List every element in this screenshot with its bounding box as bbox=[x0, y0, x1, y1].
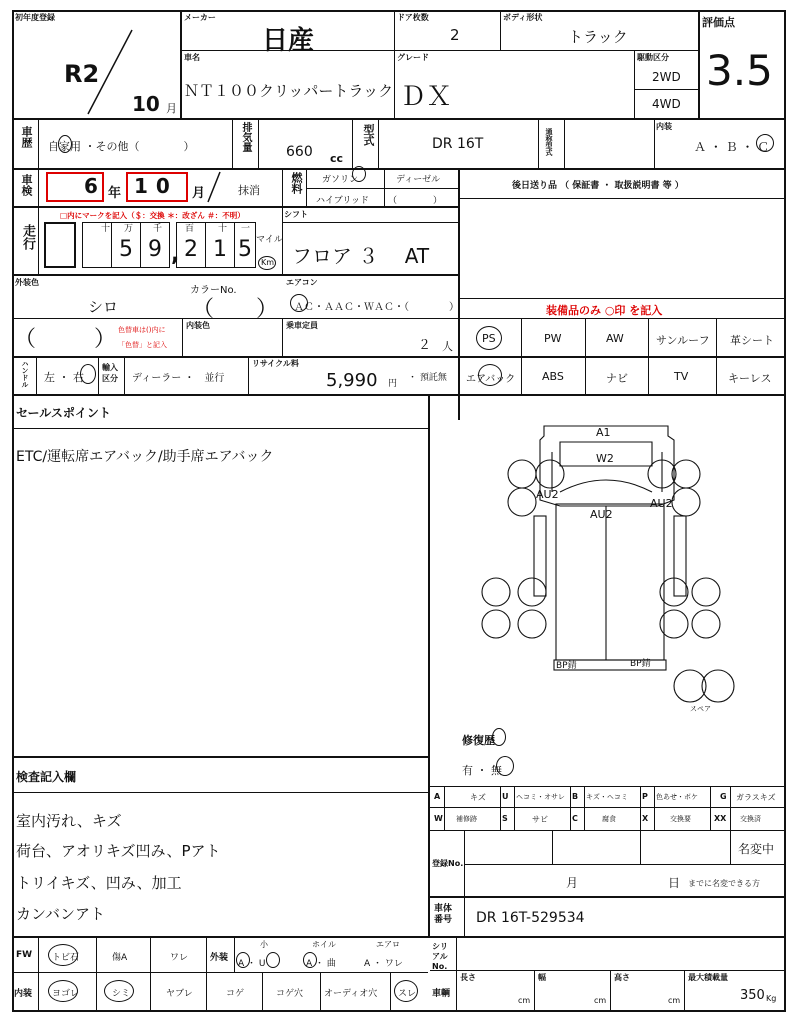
odo-head: 百 bbox=[185, 224, 195, 234]
interior-circle bbox=[394, 980, 418, 1002]
rule bbox=[654, 787, 655, 830]
legend-desc: 補修跡 bbox=[456, 815, 477, 823]
common-model-label: 通称型式 bbox=[545, 128, 553, 156]
rule bbox=[182, 318, 183, 356]
doors-label: ドア枚数 bbox=[397, 13, 429, 22]
dmg-au2-center: AU2 bbox=[590, 508, 613, 521]
legend-code: P bbox=[642, 792, 648, 801]
fuel-label: 燃料 bbox=[290, 172, 303, 194]
mileage-km: Km bbox=[261, 258, 275, 267]
reg-note: までに名変できる方 bbox=[688, 879, 760, 888]
mileage-mark-box bbox=[44, 222, 76, 268]
recycle-value: 5,990 bbox=[326, 370, 378, 391]
equip-navi[interactable]: ナビ bbox=[606, 372, 628, 385]
fuel-diesel: ディーゼル bbox=[396, 175, 441, 185]
legend-code: B bbox=[572, 792, 579, 801]
drive-2wd: 2WD bbox=[652, 70, 681, 84]
displacement-label: 排気量 bbox=[240, 122, 251, 152]
dmg-a1: A1 bbox=[596, 426, 611, 439]
score-value: 3.5 bbox=[706, 46, 773, 95]
interior-circle bbox=[48, 980, 78, 1002]
inspection-label: 車検 bbox=[20, 174, 33, 196]
legend-code: C bbox=[572, 814, 578, 823]
paint-change-paren-left: （ bbox=[14, 327, 37, 352]
rule bbox=[684, 970, 685, 1010]
length-label: 長さ bbox=[460, 973, 476, 982]
rule bbox=[444, 787, 445, 830]
mileage-label: 走行 bbox=[20, 224, 35, 250]
capacity-label: 乗車定員 bbox=[286, 321, 318, 330]
handle-circle bbox=[80, 364, 96, 384]
sales-title: セールスポイント bbox=[16, 406, 111, 420]
rule bbox=[538, 120, 539, 168]
doors-value: 2 bbox=[450, 26, 460, 44]
rule bbox=[38, 938, 39, 1010]
wheel-label: ホイル bbox=[312, 940, 336, 949]
rule bbox=[460, 198, 786, 199]
first-reg-month-unit: 月 bbox=[166, 102, 177, 115]
rule bbox=[430, 896, 786, 898]
rule bbox=[306, 188, 458, 189]
rule bbox=[352, 120, 353, 168]
import-value: ディーラー ・ 並行 bbox=[132, 373, 225, 384]
equip-abs[interactable]: ABS bbox=[542, 370, 564, 383]
rule bbox=[232, 120, 233, 168]
legend-desc: 交換要 bbox=[670, 815, 691, 823]
rule bbox=[320, 972, 321, 1010]
odo-cell bbox=[205, 222, 235, 268]
rule bbox=[430, 830, 786, 831]
rule bbox=[182, 50, 698, 51]
rule bbox=[150, 938, 151, 1010]
odo-head: 一 bbox=[241, 224, 251, 234]
repair-label: 修復歴 bbox=[462, 734, 495, 747]
legend-desc: キズ bbox=[470, 793, 486, 802]
registration-label: 登録No. bbox=[432, 859, 464, 868]
odo-digit: 5 bbox=[119, 237, 133, 262]
rule bbox=[464, 864, 786, 865]
rule bbox=[12, 428, 428, 429]
rule bbox=[464, 898, 465, 938]
fw-item: 傷A bbox=[112, 953, 128, 963]
drive-4wd: 4WD bbox=[652, 97, 681, 111]
legend-code: U bbox=[502, 792, 509, 801]
model-value: DR 16T bbox=[432, 136, 484, 152]
payload-value: 350 bbox=[740, 988, 765, 1003]
rule bbox=[12, 118, 786, 120]
width-unit: cm bbox=[594, 996, 607, 1005]
odo-head: 千 bbox=[153, 224, 163, 234]
rule bbox=[710, 787, 711, 830]
rule bbox=[430, 807, 786, 808]
rule bbox=[96, 938, 97, 1010]
rule bbox=[394, 10, 395, 118]
rule bbox=[258, 120, 259, 168]
interior-item: ヨゴレ bbox=[52, 989, 80, 999]
legend-code: G bbox=[720, 792, 727, 801]
rule bbox=[460, 298, 786, 299]
legend-desc: サビ bbox=[532, 815, 548, 824]
interior-color-label: 内装色 bbox=[186, 321, 210, 330]
interior-item: スレ bbox=[398, 989, 417, 999]
dmg-w2: W2 bbox=[596, 452, 614, 465]
ac-label: エアコン bbox=[286, 278, 318, 287]
vehicle-damage-diagram bbox=[430, 396, 784, 726]
fw-circle bbox=[48, 944, 78, 966]
legend-code: X bbox=[642, 814, 649, 823]
odo-digit: 5 bbox=[238, 237, 252, 262]
interior-item: コゲ穴 bbox=[276, 989, 304, 999]
legend-desc: ヘコミ・オサレ bbox=[516, 793, 565, 801]
legend-code: S bbox=[502, 814, 508, 823]
small-value: A ・ U bbox=[238, 959, 266, 969]
rule bbox=[282, 318, 283, 356]
rule bbox=[38, 120, 39, 168]
serial-label: シリアルNo. bbox=[432, 942, 448, 971]
dims-label: 車輌 bbox=[432, 989, 451, 999]
insp-year-unit: 年 bbox=[108, 186, 122, 201]
rule bbox=[730, 787, 731, 830]
repair-value: 有 ・ 無 bbox=[462, 764, 502, 777]
rule bbox=[12, 972, 428, 973]
fw-label: FW bbox=[16, 950, 33, 960]
rule bbox=[464, 830, 465, 896]
sales-text: ETC/運転席エアバック/助手席エアバック bbox=[16, 449, 274, 465]
legend-desc: キズ・ヘコミ bbox=[586, 793, 628, 801]
odo-comma: , bbox=[171, 242, 180, 267]
legend-code: W bbox=[434, 814, 443, 823]
capacity-value: ２ bbox=[418, 338, 432, 353]
dmg-bp-left: BP錆 bbox=[556, 661, 577, 671]
interior-label: 内装 bbox=[14, 989, 33, 999]
fw-item: トビ石 bbox=[52, 953, 80, 963]
equip-ps-circle bbox=[476, 326, 502, 350]
rule bbox=[460, 318, 786, 319]
equip-airbag[interactable]: エアバック bbox=[466, 374, 516, 385]
inspection-line: トリイキズ、凹み、加工 bbox=[16, 874, 182, 892]
length-unit: cm bbox=[518, 996, 531, 1005]
vehicle-no-label: 車体番号 bbox=[434, 904, 453, 925]
inspection-line: カンバンアト bbox=[16, 905, 105, 923]
maker-label: メーカー bbox=[184, 13, 216, 22]
carname-label: 車名 bbox=[184, 53, 200, 62]
rule bbox=[12, 318, 458, 319]
handle-label: ハンドル bbox=[21, 360, 29, 388]
odo-head: 十 bbox=[218, 224, 228, 234]
rule bbox=[12, 168, 786, 170]
wheel-circle bbox=[303, 952, 317, 968]
equipment-header: 装備品のみ ○印 を記入 bbox=[546, 304, 663, 317]
rule bbox=[456, 938, 457, 1010]
interior-item: コゲ bbox=[226, 989, 245, 999]
name-change: 名変中 bbox=[738, 842, 775, 856]
capacity-unit: 人 bbox=[442, 340, 453, 353]
fuel-circle bbox=[352, 166, 366, 182]
rule bbox=[12, 756, 428, 758]
rule bbox=[500, 10, 501, 50]
legend-row-1 bbox=[430, 787, 786, 807]
odo-cell bbox=[140, 222, 170, 268]
small-label: 小 bbox=[260, 940, 268, 949]
recycle-unit: 円 bbox=[388, 379, 398, 389]
displacement-unit: cc bbox=[330, 152, 344, 165]
rule bbox=[12, 792, 428, 793]
dmg-au2-right: AU2 bbox=[650, 497, 673, 510]
odo-digit: 1 bbox=[213, 237, 227, 262]
equip-tv[interactable]: TV bbox=[674, 370, 689, 383]
inspection-line: 荷台、アオリキズ凹み、Pアト bbox=[16, 842, 221, 860]
legend-code: A bbox=[434, 792, 441, 801]
drive-label: 駆動区分 bbox=[637, 53, 669, 62]
shift-value: フロア ３ AT bbox=[292, 244, 430, 268]
equip-sunroof[interactable]: サンルーフ bbox=[656, 334, 710, 347]
height-label: 高さ bbox=[614, 973, 630, 982]
rule bbox=[282, 222, 458, 223]
fw-item: ワレ bbox=[170, 953, 189, 963]
inspection-line: 室内汚れ、キズ bbox=[16, 812, 122, 830]
history-circle bbox=[58, 135, 72, 153]
rule bbox=[634, 89, 698, 90]
small-circle-a bbox=[236, 952, 250, 968]
insp-year: 6 bbox=[84, 174, 98, 198]
insp-month: 10 bbox=[134, 174, 178, 198]
rule bbox=[514, 787, 515, 830]
rule bbox=[98, 358, 99, 394]
color-note-2: 「色替」と記入 bbox=[118, 341, 167, 349]
mileage-mile: マイル bbox=[256, 235, 283, 245]
dmg-bp-right: BP錆 bbox=[630, 659, 651, 669]
small-circle-u bbox=[266, 952, 280, 968]
wheel-value: A ・ 曲 bbox=[306, 959, 336, 969]
first-reg-era: R2 bbox=[64, 60, 100, 88]
rule bbox=[564, 120, 565, 168]
body-label: ボディ形状 bbox=[503, 13, 543, 22]
interior-grade-options: Ａ ・ Ｂ ・ Ｃ bbox=[694, 140, 770, 154]
recycle-deposit: ・ 預託無 bbox=[408, 373, 447, 383]
accessories: 後日送り品 （ 保証書 ・ 取扱説明書 等 ） bbox=[512, 181, 684, 191]
legend-code: XX bbox=[714, 814, 727, 823]
recycle-label: リサイクル料 bbox=[252, 359, 299, 368]
equip-ps[interactable]: PS bbox=[482, 332, 496, 345]
paint-change-paren-right: ） bbox=[94, 327, 117, 352]
interior-item: シミ bbox=[112, 989, 131, 999]
insp-month-unit: 月 bbox=[192, 186, 206, 201]
legend-desc: 腐食 bbox=[602, 815, 616, 823]
color-no-label: カラーNo. bbox=[190, 285, 237, 296]
interior-item: ヤブレ bbox=[166, 989, 193, 999]
reg-day: 日 bbox=[668, 876, 681, 890]
legend-desc: 色あせ・ボケ bbox=[656, 793, 698, 801]
first-reg-label: 初年度登録 bbox=[15, 13, 55, 22]
ac-value: ＡＣ・ＡＡＣ・ＷＡＣ・（ ） bbox=[294, 302, 459, 313]
maker-value: 日産 bbox=[262, 26, 315, 56]
rule bbox=[640, 830, 641, 864]
rule bbox=[12, 206, 458, 208]
repair-label-mark bbox=[492, 728, 506, 746]
equip-airbag-circle bbox=[478, 364, 502, 386]
aero-value: A ・ ワレ bbox=[364, 959, 403, 969]
rule bbox=[430, 970, 786, 971]
repair-circle bbox=[496, 756, 514, 776]
rule bbox=[38, 208, 39, 274]
equip-keyless[interactable]: キーレス bbox=[728, 372, 772, 385]
equip-leather[interactable]: 革シート bbox=[730, 334, 774, 347]
equip-aw[interactable]: AW bbox=[606, 332, 624, 345]
payload-unit: Kg bbox=[766, 994, 777, 1003]
ac-circle bbox=[290, 294, 308, 312]
rule bbox=[248, 358, 249, 394]
rule bbox=[12, 936, 786, 938]
dmg-au2-left: AU2 bbox=[536, 488, 559, 501]
color-note-1: 色替車は()内に bbox=[118, 326, 166, 334]
frame-bottom bbox=[12, 1010, 786, 1012]
interior-grade-label: 内装 bbox=[656, 122, 672, 131]
color-no-paren-right: ） bbox=[256, 297, 279, 322]
odo-head: 十 bbox=[101, 224, 111, 234]
frame-right bbox=[784, 10, 786, 1012]
mileage-note: □内にマークを記入（＄：交換 ＊：改ざん ＃：不明） bbox=[60, 211, 245, 220]
color-no-paren-left: （ bbox=[192, 297, 215, 322]
rule bbox=[36, 358, 37, 394]
grade-value: ＤＸ bbox=[400, 82, 453, 112]
odo-cell bbox=[82, 222, 112, 268]
rule bbox=[698, 10, 700, 118]
history-label: 車歴 bbox=[20, 126, 33, 148]
rule bbox=[378, 120, 379, 168]
exterior-color: シロ bbox=[88, 298, 119, 316]
odometer bbox=[82, 222, 256, 268]
fuel-gasoline: ガソリン bbox=[322, 175, 359, 185]
reg-month: 月 bbox=[566, 876, 579, 890]
grade-label: グレード bbox=[397, 53, 429, 62]
rule bbox=[610, 970, 611, 1010]
interior-item: オーディオ穴 bbox=[324, 989, 378, 999]
rule bbox=[570, 787, 571, 830]
rule bbox=[262, 972, 263, 1010]
rule bbox=[500, 787, 501, 830]
shift-label: シフト bbox=[284, 210, 308, 219]
aero-label: エアロ bbox=[376, 940, 400, 949]
rule bbox=[180, 10, 182, 118]
model-label: 型式 bbox=[362, 124, 375, 146]
rule bbox=[390, 972, 391, 1010]
legend-desc: ガラスキズ bbox=[736, 793, 776, 802]
interior-grade-circle bbox=[756, 134, 774, 152]
cancelled-label: 抹消 bbox=[238, 184, 260, 197]
rule bbox=[584, 787, 585, 830]
first-reg-month: 10 bbox=[132, 92, 160, 116]
odo-head: 万 bbox=[124, 224, 134, 234]
odo-digit: 9 bbox=[148, 237, 162, 262]
exterior-label: 外装 bbox=[210, 953, 229, 963]
height-unit: cm bbox=[668, 996, 681, 1005]
fuel-other: （ ） bbox=[388, 196, 443, 206]
legend-row-2 bbox=[430, 809, 786, 829]
dmg-spare: スペア bbox=[690, 705, 711, 713]
width-label: 幅 bbox=[538, 973, 546, 982]
body-value: トラック bbox=[568, 28, 628, 46]
history-value: 自家用 ・その他（ ） bbox=[48, 140, 195, 153]
rule bbox=[124, 358, 125, 394]
interior-circle bbox=[104, 980, 134, 1002]
rule bbox=[460, 356, 786, 357]
handle-value: 左 ・ 右 bbox=[44, 371, 84, 384]
exterior-color-label: 外装色 bbox=[15, 278, 39, 287]
rule bbox=[534, 970, 535, 1010]
fuel-hybrid: ハイブリッド bbox=[316, 196, 370, 206]
rule bbox=[38, 170, 39, 206]
rule bbox=[206, 938, 207, 1010]
vehicle-no: DR 16T-529534 bbox=[476, 910, 585, 926]
odo-cell bbox=[176, 222, 206, 268]
legend-desc: 交換済 bbox=[740, 815, 761, 823]
inspection-title: 検査記入欄 bbox=[16, 770, 77, 784]
rule bbox=[634, 50, 635, 118]
rule bbox=[654, 120, 655, 168]
carname-value: ＮＴ１００クリッパートラック bbox=[184, 82, 394, 100]
odo-cell bbox=[111, 222, 141, 268]
rule bbox=[552, 830, 553, 864]
odo-cell bbox=[234, 222, 256, 268]
rule bbox=[640, 787, 641, 830]
insp-slash bbox=[204, 170, 224, 204]
displacement-value: 660 bbox=[286, 144, 313, 160]
payload-label: 最大積載量 bbox=[688, 973, 728, 982]
equip-pw[interactable]: PW bbox=[544, 332, 562, 345]
rule bbox=[12, 274, 458, 276]
frame-left bbox=[12, 10, 14, 1012]
odo-digit: 2 bbox=[184, 237, 198, 262]
rule bbox=[384, 170, 385, 206]
import-label: 輸入区分 bbox=[102, 363, 118, 383]
score-label: 評価点 bbox=[702, 16, 735, 29]
rule bbox=[458, 170, 460, 420]
rule bbox=[730, 830, 731, 864]
rule bbox=[234, 938, 235, 972]
